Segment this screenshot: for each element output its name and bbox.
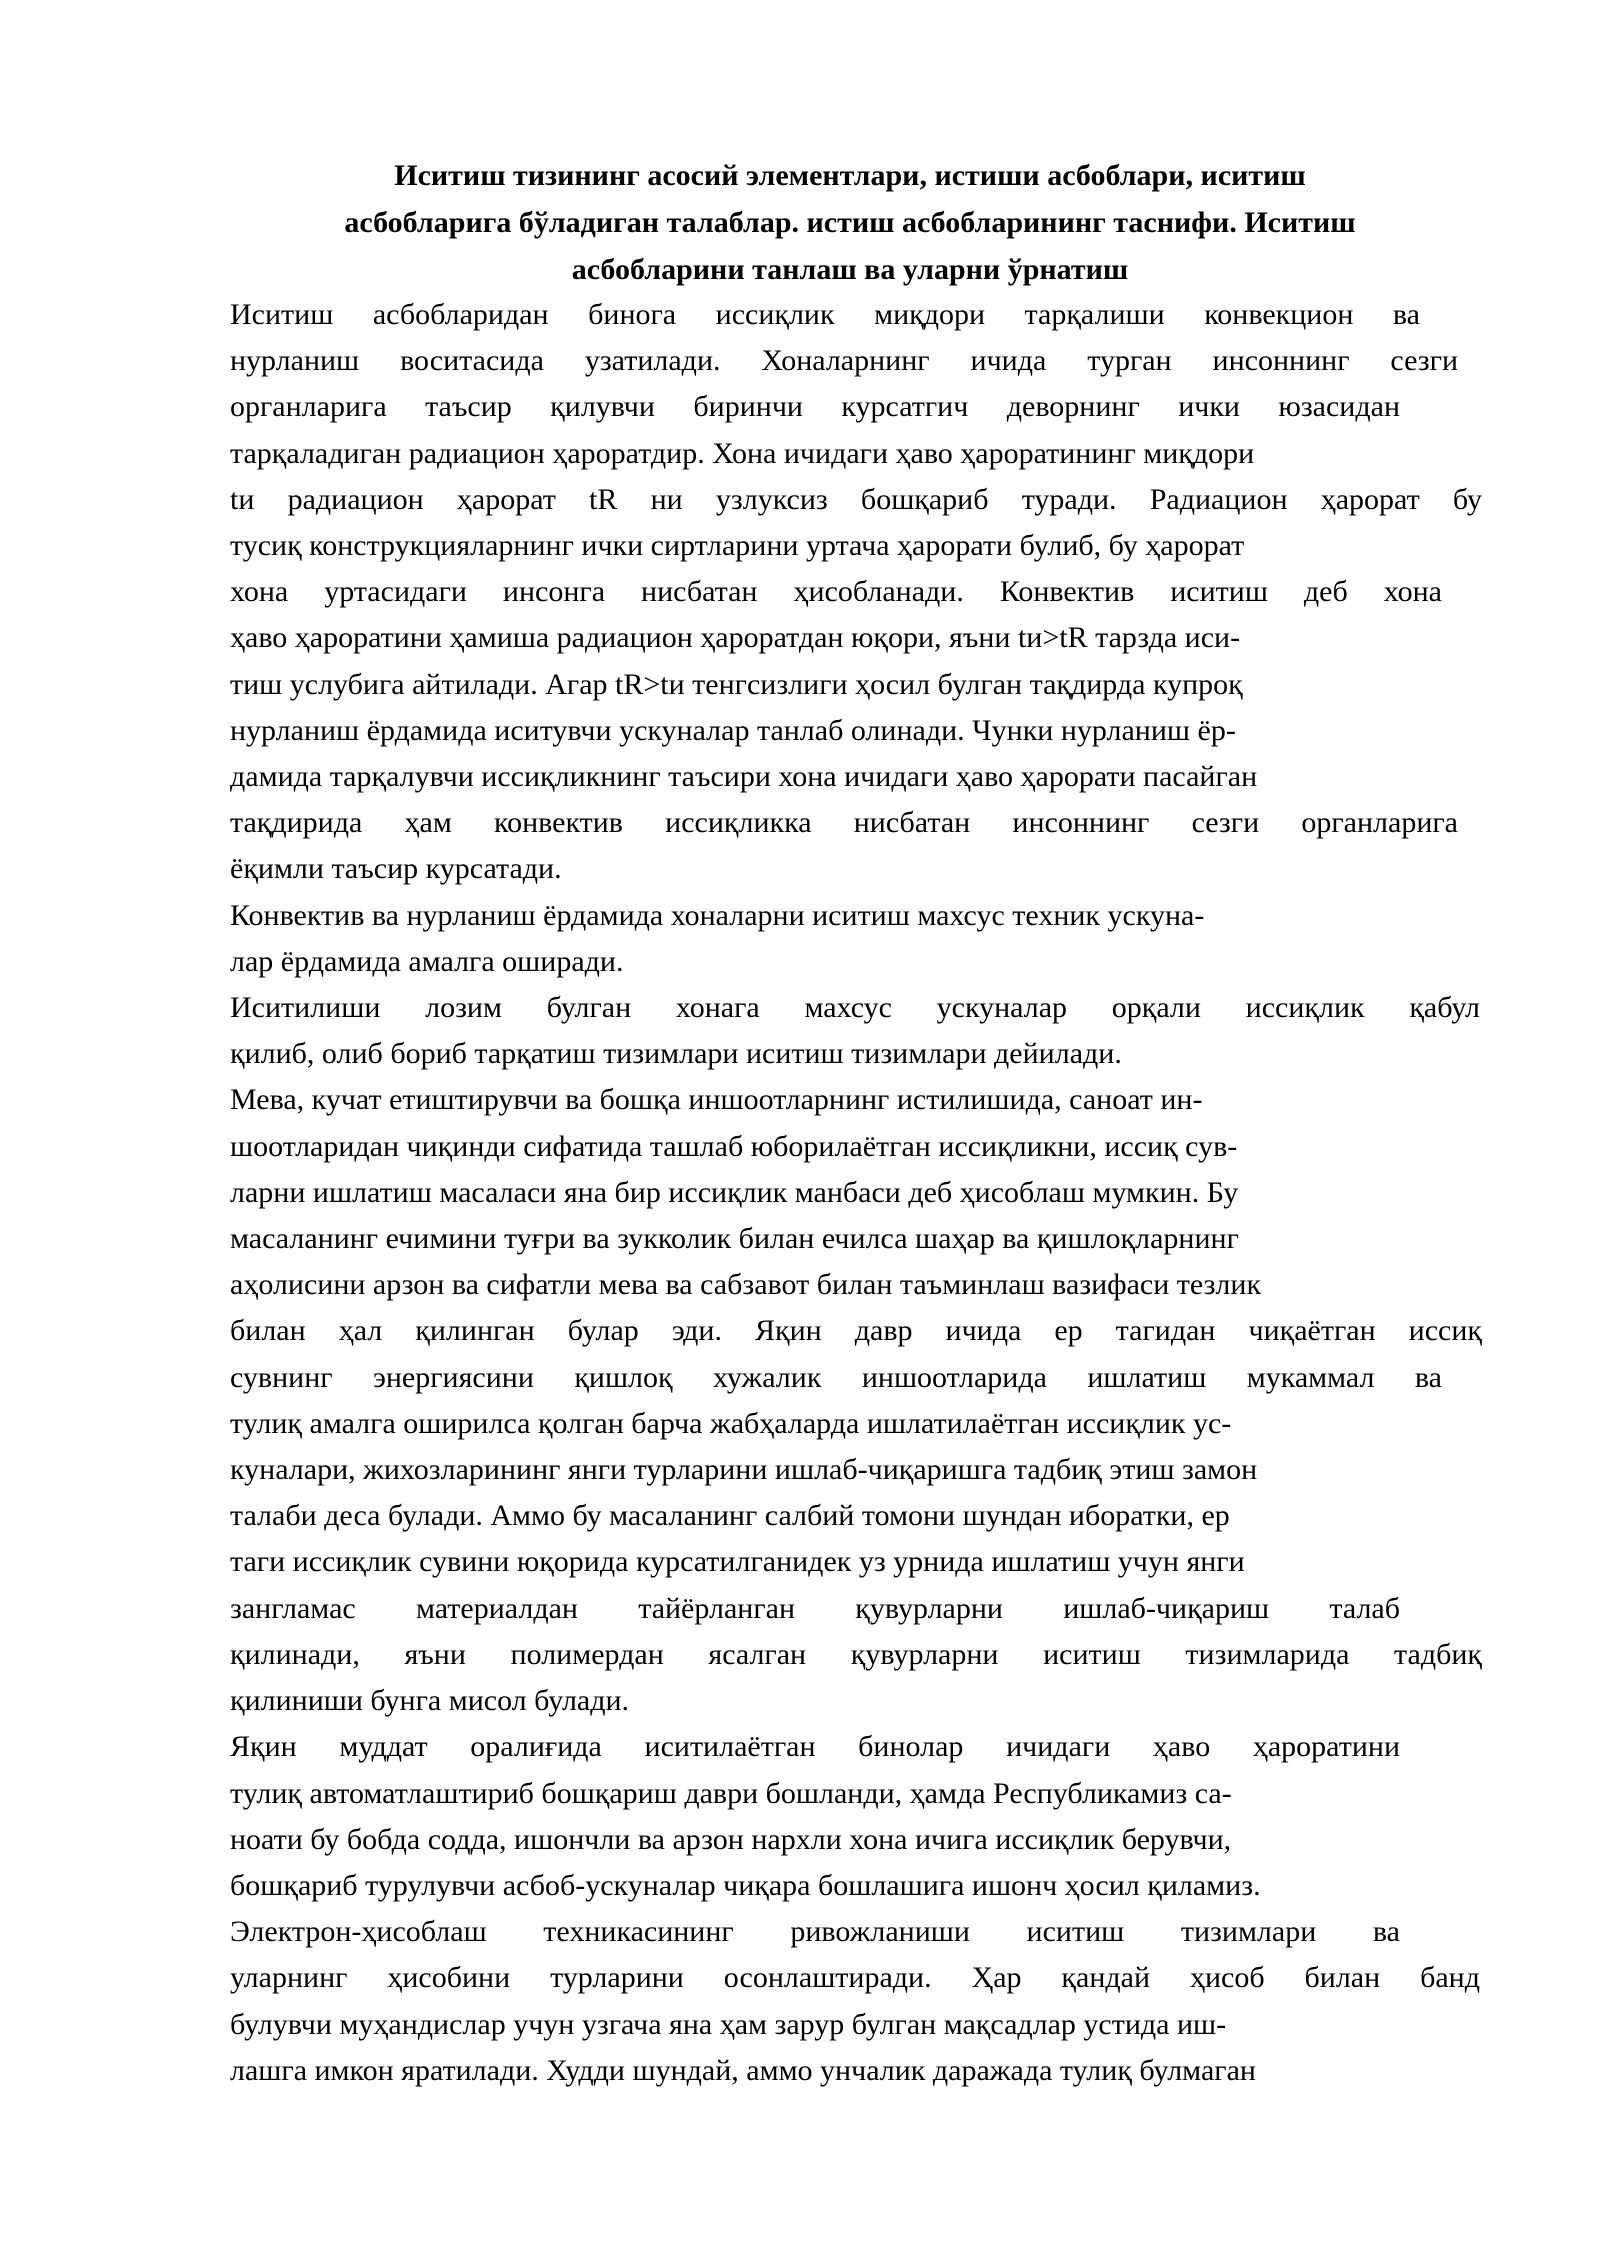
body-line: уларнинг ҳисобини турларини осонлаштиради. Ҳар қандай ҳисоб билан банд (230, 1961, 1480, 1995)
body-line: нурланиш воситасида узатилади. Хоналарнинг ичида турган инсоннинг сезги (230, 344, 1458, 378)
body-line: зангламас материалдан тайёрланган қувурларни ишлаб-чиқариш талаб (230, 1591, 1400, 1625)
body-line: билан ҳал қилинган булар эди. Яқин давр ичида ер тагидан чиқаётган иссиқ (230, 1314, 1482, 1348)
body-line: булувчи муҳандислар учун узгача яна ҳам зарур булган мақсадлар устида иш- (230, 2007, 1227, 2041)
body-line: шоотларидан чиқинди сифатида ташлаб юборилаётган иссиқликни, иссиқ сув- (230, 1129, 1238, 1163)
body-line: тарқаладиган радиацион ҳароратдир. Хона ичидаги ҳаво ҳароратининг миқдори (230, 436, 1255, 470)
body-line: Яқин муддат оралиғида иситилаётган бинолар ичидаги ҳаво ҳароратини (230, 1730, 1400, 1764)
body-line: қилиниши бунга мисол булади. (230, 1684, 630, 1718)
body-line: ноати бу бобда содда, ишончли ва арзон нархли хона ичига иссиқлик берувчи, (230, 1822, 1232, 1856)
body-line: лашга имкон яратилади. Худди шундай, аммо унчалик даражада тулиқ булмаган (230, 2053, 1256, 2087)
body-line: аҳолисини арзон ва сифатли мева ва сабзавот билан таъминлаш вазифаси тезлик (230, 1268, 1262, 1302)
document-title (230, 152, 1470, 293)
body-line: тақдирида ҳам конвектив иссиқликка нисбатан инсоннинг сезги органларига (230, 806, 1458, 840)
body-line: куналари, жихозларининг янги турларини ишлаб-чиқаришга тадбиқ этиш замон (230, 1453, 1258, 1487)
body-line: Конвектив ва нурланиш ёрдамида хоналарни иситиш махсус техник ускуна- (230, 898, 1205, 932)
body-line: тиш услубига айтилади. Агар tR>tи тенгсизлиги ҳосил булган тақдирда купроқ (230, 667, 1243, 701)
title-line: асбобларига бўладиган талаблар. истиш асбобларининг таснифи. Иситиш (344, 206, 1356, 239)
document-body (230, 292, 1490, 2094)
body-line: талаби деса булади. Аммо бу масаланинг салбий томони шундан иборатки, ер (230, 1499, 1230, 1533)
body-line: хона уртасидаги инсонга нисбатан ҳисобланади. Конвектив иситиш деб хона (230, 575, 1442, 609)
body-line: сувнинг энергиясини қишлоқ хужалик иншоотларида ишлатиш мукаммал ва (230, 1360, 1442, 1394)
body-line: органларига таъсир қилувчи биринчи курсатгич деворнинг ички юзасидан (230, 390, 1400, 424)
title-line: асбобларини танлаш ва уларни ўрнатиш (571, 253, 1129, 286)
title-line: Иситиш тизининг асосий элементлари, истиши асбоблари, иситиш (394, 159, 1306, 192)
body-line: Иситилиши лозим булган хонага махсус ускуналар орқали иссиқлик қабул (230, 991, 1480, 1025)
body-line: нурланиш ёрдамида иситувчи ускуналар танлаб олинади. Чунки нурланиш ёр- (230, 713, 1236, 747)
body-line: ҳаво ҳароратини ҳамиша радиацион ҳароратдан юқори, яъни tи>tR тарзда иси- (230, 621, 1241, 655)
body-line: Мева, кучат етиштирувчи ва бошқа иншоотларнинг истилишида, саноат ин- (230, 1083, 1203, 1117)
body-line: Иситиш асбобларидан бинога иссиқлик миқдори тарқалиши конвекцион ва (230, 298, 1420, 331)
body-line: тулиқ амалга оширилса қолган барча жабҳаларда ишлатилаётган иссиқлик ус- (230, 1406, 1232, 1440)
body-line: ёқимли таъсир курсатади. (230, 852, 562, 886)
body-line: тулиқ автоматлаштириб бошқариш даври бошланди, ҳамда Республикамиз са- (230, 1776, 1232, 1810)
body-line: таги иссиқлик сувини юқорида курсатилганидек уз урнида ишлатиш учун янги (230, 1545, 1245, 1579)
body-line: бошқариб турулувчи асбоб-ускуналар чиқара бошлашига ишонч ҳосил қиламиз. (230, 1868, 1261, 1902)
body-line: масаланинг ечимини туғри ва зукколик билан ечилса шаҳар ва қишлоқларнинг (230, 1222, 1239, 1256)
body-line: Электрон-ҳисоблаш техникасининг ривожланиши иситиш тизимлари ва (230, 1915, 1400, 1949)
body-line: лар ёрдамида амалга оширади. (230, 944, 624, 978)
body-line: ларни ишлатиш масаласи яна бир иссиқлик манбаси деб ҳисоблаш мумкин. Бу (230, 1175, 1239, 1209)
body-line: дамида тарқалувчи иссиқликнинг таъсири хона ичидаги ҳаво ҳарорати пасайган (230, 760, 1258, 794)
body-line: tи радиацион ҳарорат tR ни узлуксиз бошқариб туради. Радиацион ҳарорат бу (230, 482, 1482, 516)
body-line: қилиб, олиб бориб тарқатиш тизимлари иситиш тизимлари дейилади. (230, 1037, 1122, 1071)
body-line: тусиқ конструкцияларнинг ички сиртларини уртача ҳарорати булиб, бу ҳарорат (230, 529, 1245, 563)
body-line: қилинади, яъни полимердан ясалган қувурларни иситиш тизимларида тадбиқ (230, 1637, 1482, 1671)
